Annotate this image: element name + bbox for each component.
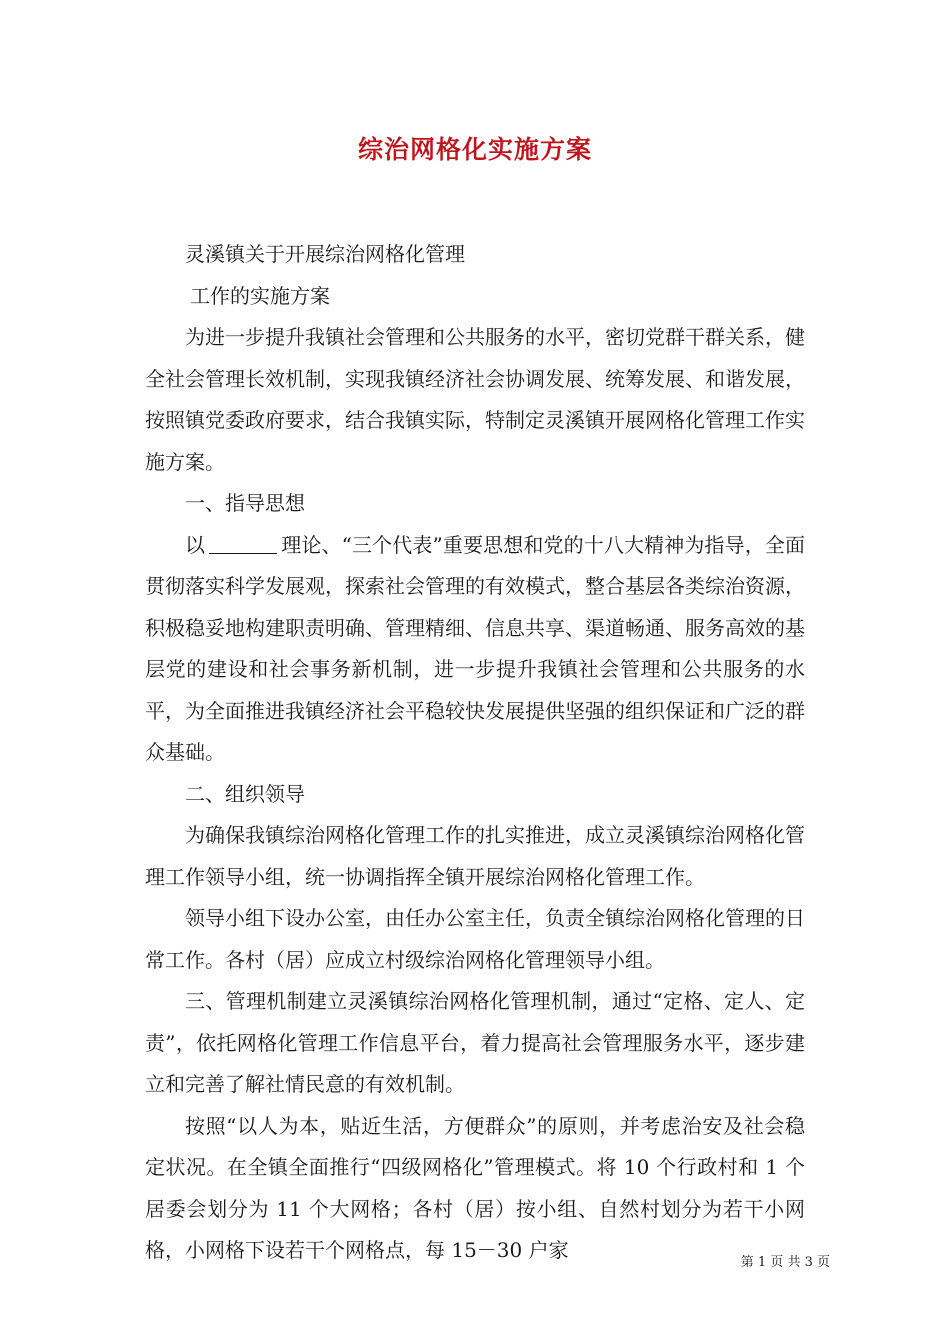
page-number: 第 1 页 共 3 页 (740, 1255, 830, 1270)
guiding-rest: 理论、“三个代表”重要思想和党的十八大精神为指导，全面贯彻落实科学发展观，探索社会管理的有效模式，整合基层各类综治资源，积极稳妥地构建职责明确、管理精细、信息共享、渠道畅通、服务高效的基层党的建设和社会事务新机制，进一步提升我镇社会管理和公共服务的水平，为全面推进我镇经济社会平稳较快发展提供坚强的组织保证和广泛的群众基础。 (145, 532, 806, 764)
leadership-paragraph-1: 为确保我镇综治网格化管理工作的扎实推进，成立灵溪镇综治网格化管理工作领导小组，统一协调指挥全镇开展综治网格化管理工作。 (145, 823, 805, 889)
document-body (145, 234, 805, 1272)
subtitle-line-2: 工作的实施方案 (190, 283, 330, 308)
leadership-paragraph-2: 领导小组下设办公室，由任办公室主任，负责全镇综治网格化管理的日常工作。各村（居）应成立村级综治网格化管理领导小组。 (145, 906, 805, 972)
document-title: 综治网格化实施方案 (357, 135, 592, 164)
section-heading-guiding-thought: 一、指导思想 (185, 491, 305, 515)
intro-paragraph: 为进一步提升我镇社会管理和公共服务的水平，密切党群干群关系，健全社会管理长效机制，实现我镇经济社会协调发展、统筹发展、和谐发展，按照镇党委政府要求，结合我镇实际，特制定灵溪镇开展网格化管理工作实施方案。 (145, 325, 805, 474)
grid-model-paragraph: 按照“以人为本，贴近生活，方便群众”的原则，并考虑治安及社会稳定状况。在全镇全面推行“四级网格化”管理模式。将 10 个行政村和 1 个居委会划分为 11 个大网格；各村（居）按小组、自然村划分为若干小网格，小网格下设若干个网格点，每 15－30 户家 (145, 1113, 805, 1262)
guiding-prefix: 以 (185, 532, 206, 557)
mechanism-paragraph: 三、管理机制建立灵溪镇综治网格化管理机制，通过“定格、定人、定责”，依托网格化管理工作信息平台，着力提高社会管理服务水平，逐步建立和完善了解社情民意的有效机制。 (145, 989, 805, 1096)
blank-underline (209, 533, 277, 554)
section-heading-leadership: 二、组织领导 (185, 781, 305, 806)
guiding-thought-paragraph (145, 525, 805, 774)
subtitle-line-1: 灵溪镇关于开展综治网格化管理 (185, 242, 465, 266)
